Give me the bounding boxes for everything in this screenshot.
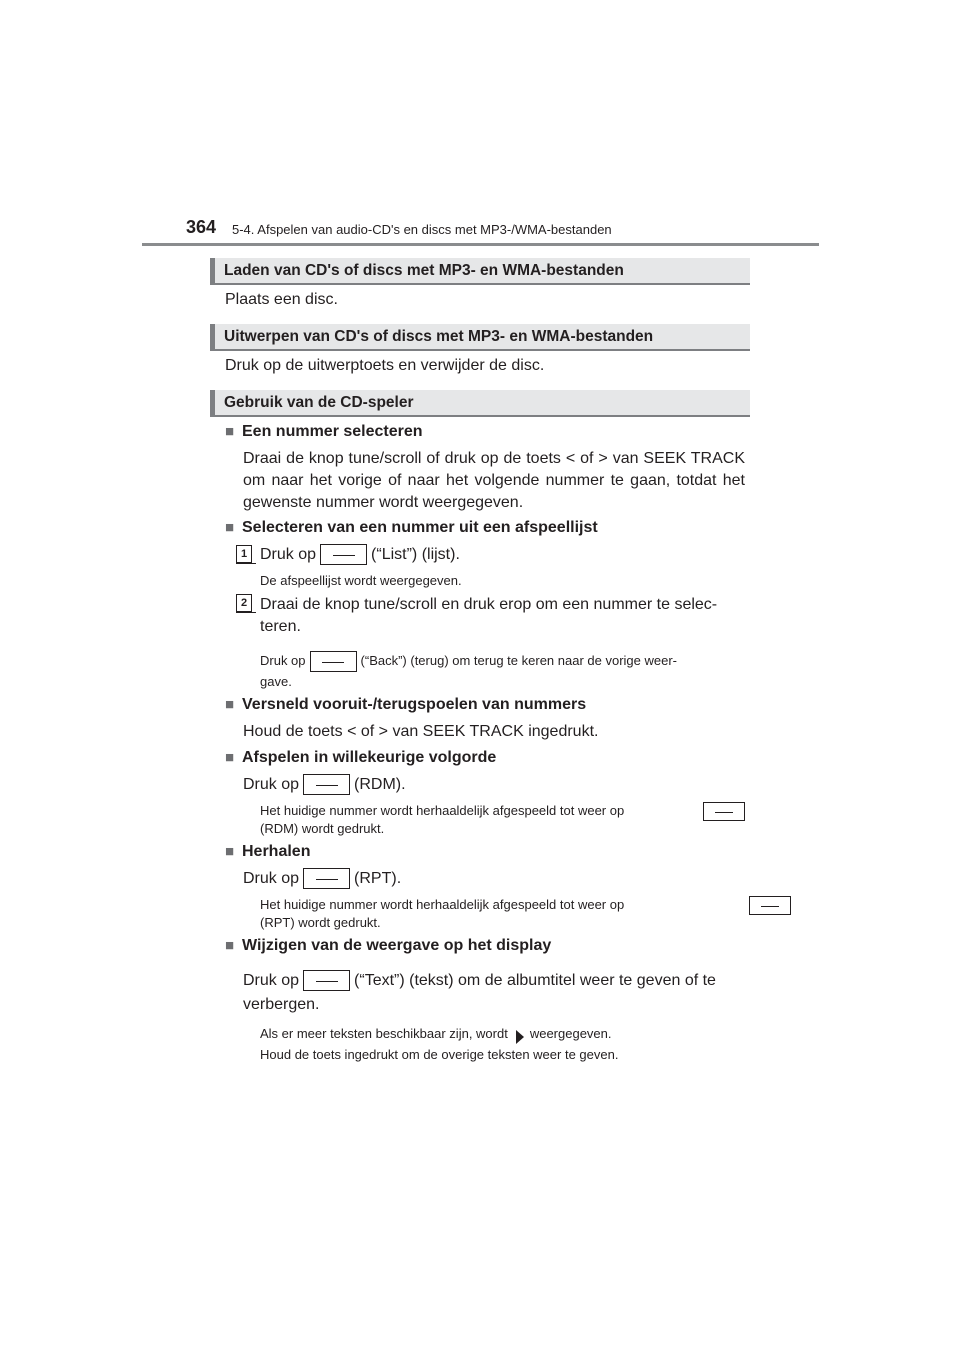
bullet-square-icon: ■ xyxy=(225,696,235,713)
section-heading-usage xyxy=(210,390,750,417)
bullet-square-icon: ■ xyxy=(225,423,235,440)
step2-text-line2: teren. xyxy=(260,618,301,635)
triangle-right-icon xyxy=(516,1030,524,1044)
repeat-note-line1: Het huidige nummer wordt herhaaldelijk afgespeeld tot weer op xyxy=(260,897,625,912)
random-note-line1: Het huidige nummer wordt herhaaldelijk afgespeeld tot weer op xyxy=(260,803,625,818)
fast-forward-text: Houd de toets < of > van SEEK TRACK ingedrukt. xyxy=(243,723,599,740)
text-button-icon[interactable] xyxy=(303,970,350,991)
heading-fast-forward: ■ Versneld vooruit-/terugspoelen van nummers xyxy=(225,696,587,713)
step1-note: De afspeellijst wordt weergegeven. xyxy=(260,573,462,588)
rdm-button-icon[interactable] xyxy=(303,774,350,795)
list-button-icon[interactable] xyxy=(320,544,367,565)
bullet-square-icon: ■ xyxy=(225,843,235,860)
bullet-square-icon: ■ xyxy=(225,937,235,954)
header-divider xyxy=(142,243,819,246)
rdm-button-icon[interactable] xyxy=(703,802,745,821)
rpt-button-icon[interactable] xyxy=(303,868,350,889)
step2-text-line1: Draai de knop tune/scroll en druk erop om een nummer te selec- xyxy=(260,596,718,613)
step1-text: Druk op (“List”) (lijst). xyxy=(260,544,460,566)
display-text-line2: verbergen. xyxy=(243,996,320,1013)
display-text-line1: Druk op (“Text”) (tekst) om de albumtitel weer te geven of te xyxy=(243,970,716,992)
heading-select-track: ■ Een nummer selecteren xyxy=(225,423,423,440)
heading-repeat: ■ Herhalen xyxy=(225,843,311,860)
section-heading-load-label: Laden van CD's of discs met MP3- en WMA-bestanden xyxy=(224,262,624,279)
load-instruction: Plaats een disc. xyxy=(225,291,338,308)
section-heading-load xyxy=(210,258,750,285)
section-heading-usage-label: Gebruik van de CD-speler xyxy=(224,394,414,411)
running-header: 5-4. Afspelen van audio-CD's en discs met MP3-/WMA-bestanden xyxy=(232,222,612,237)
step-number-1: 1 xyxy=(236,545,252,563)
eject-instruction: Druk op de uitwerptoets en verwijder de disc. xyxy=(225,357,545,374)
back-button-icon[interactable] xyxy=(310,651,357,672)
step2-note-line2: gave. xyxy=(260,674,292,689)
repeat-note-line2: (RPT) wordt gedrukt. xyxy=(260,915,381,930)
display-note-line2: Houd de toets ingedrukt om de overige teksten weer te geven. xyxy=(260,1047,619,1062)
heading-random: ■ Afspelen in willekeurige volgorde xyxy=(225,749,497,766)
section-heading-eject xyxy=(210,324,750,351)
page-number: 364 xyxy=(186,217,217,237)
bullet-square-icon: ■ xyxy=(225,749,235,766)
step-underline xyxy=(236,563,256,564)
step-underline xyxy=(236,612,256,613)
section-heading-eject-label: Uitwerpen van CD's of discs met MP3- en WMA-bestanden xyxy=(224,328,654,345)
heading-playlist: ■ Selecteren van een nummer uit een afspeellijst xyxy=(225,519,598,536)
bullet-square-icon: ■ xyxy=(225,519,235,536)
rpt-button-icon[interactable] xyxy=(749,896,791,915)
display-note-line1: Als er meer teksten beschikbaar zijn, wordt weergegeven. xyxy=(260,1025,612,1043)
select-track-text: Draai de knop tune/scroll of druk op de toets < of > van SEEK TRACK om naar het vorige of naar het volgende nummer te gaan, totdat het gewenste nummer wordt weergegeven. xyxy=(243,450,745,511)
repeat-text: Druk op (RPT). xyxy=(243,868,401,890)
heading-display: ■ Wijzigen van de weergave op het display xyxy=(225,937,552,954)
random-text: Druk op (RDM). xyxy=(243,774,406,796)
step2-note-line1: Druk op (“Back”) (terug) om terug te keren naar de vorige weer- xyxy=(260,651,677,672)
random-note-line2: (RDM) wordt gedrukt. xyxy=(260,821,385,836)
step-number-2: 2 xyxy=(236,594,252,612)
